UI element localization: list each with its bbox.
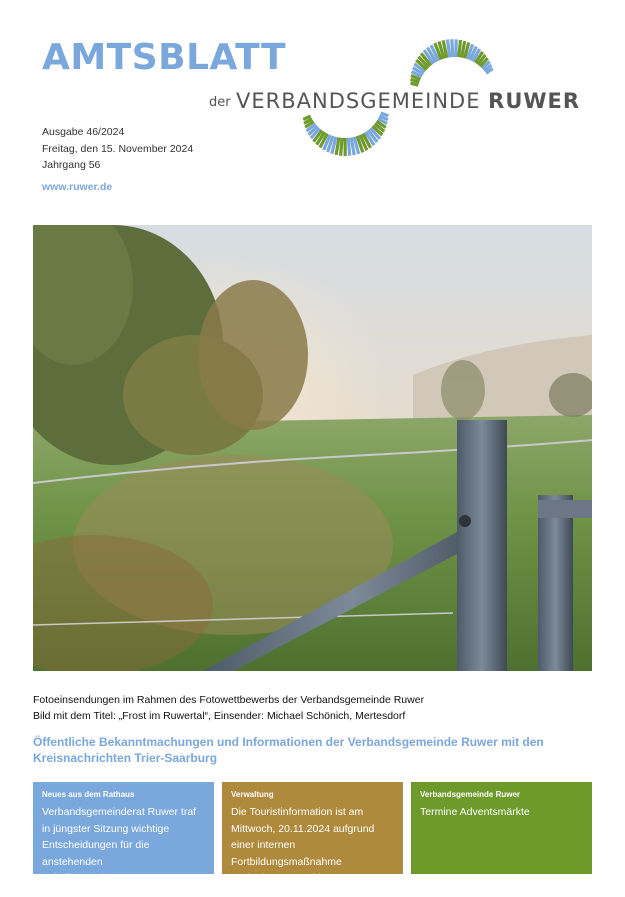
logo-stripe [341, 138, 342, 156]
logo-stripe [452, 39, 453, 57]
teaser-label: Neues aus dem Rathaus [42, 790, 135, 799]
caption-line-2: Bild mit dem Titel: „Frost im Ruwertal“, Einsender: Michael Schönich, Mertesdorf [33, 710, 406, 722]
teaser-label: Verbandsgemeinde Ruwer [420, 790, 521, 799]
logo-stripe [348, 138, 350, 156]
teaser-text: Die Touristinformation ist am Mittwoch, 20.11.2024 aufgrund einer internen Fortbildungsmaßnahme nachmittags geschlossen [231, 806, 375, 884]
teaser-rathaus[interactable] [33, 782, 214, 884]
org-name-light: VERBANDSGEMEINDE [236, 89, 481, 113]
caption-line-1: Fotoeinsendungen im Rahmen des Fotowettbewerbs der Verbandsgemeinde Ruwer [33, 694, 425, 706]
cover-photo [33, 225, 592, 671]
page-title: AMTSBLATT [42, 37, 287, 78]
logo-arc-bottom [303, 113, 388, 156]
teaser-verwaltung[interactable] [222, 782, 403, 884]
issue-info [42, 124, 193, 174]
logo-stripe [459, 40, 461, 57]
frost-landscape-image [33, 225, 592, 671]
teaser-label: Verwaltung [231, 790, 274, 799]
photo-caption [33, 692, 593, 724]
teaser-text: Termine Adventsmärkte [420, 806, 530, 818]
issue-date: Freitag, den 15. November 2024 [42, 142, 194, 155]
logo-stripe [410, 83, 418, 85]
teaser-verbandsgemeinde[interactable] [411, 782, 592, 874]
section-headline: Öffentliche Bekanntmachungen und Informationen der Verbandsgemeinde Ruwer mit den Kreisnachrichten Trier-Saarburg [33, 735, 544, 765]
org-name-bold: RUWER [488, 89, 581, 113]
website-link[interactable]: www.ruwer.de [42, 181, 113, 193]
issue-volume: Jahrgang 56 [42, 159, 101, 171]
logo-arc-top [410, 39, 492, 85]
org-name [236, 89, 580, 113]
org-prefix: der [209, 95, 231, 110]
teaser-text: Verbandsgemeinderat Ruwer traf in jüngster Sitzung wichtige Entscheidungen für die anstehenden Schulbausanierungen [42, 806, 197, 884]
issue-number: Ausgabe 46/2024 [42, 126, 125, 138]
